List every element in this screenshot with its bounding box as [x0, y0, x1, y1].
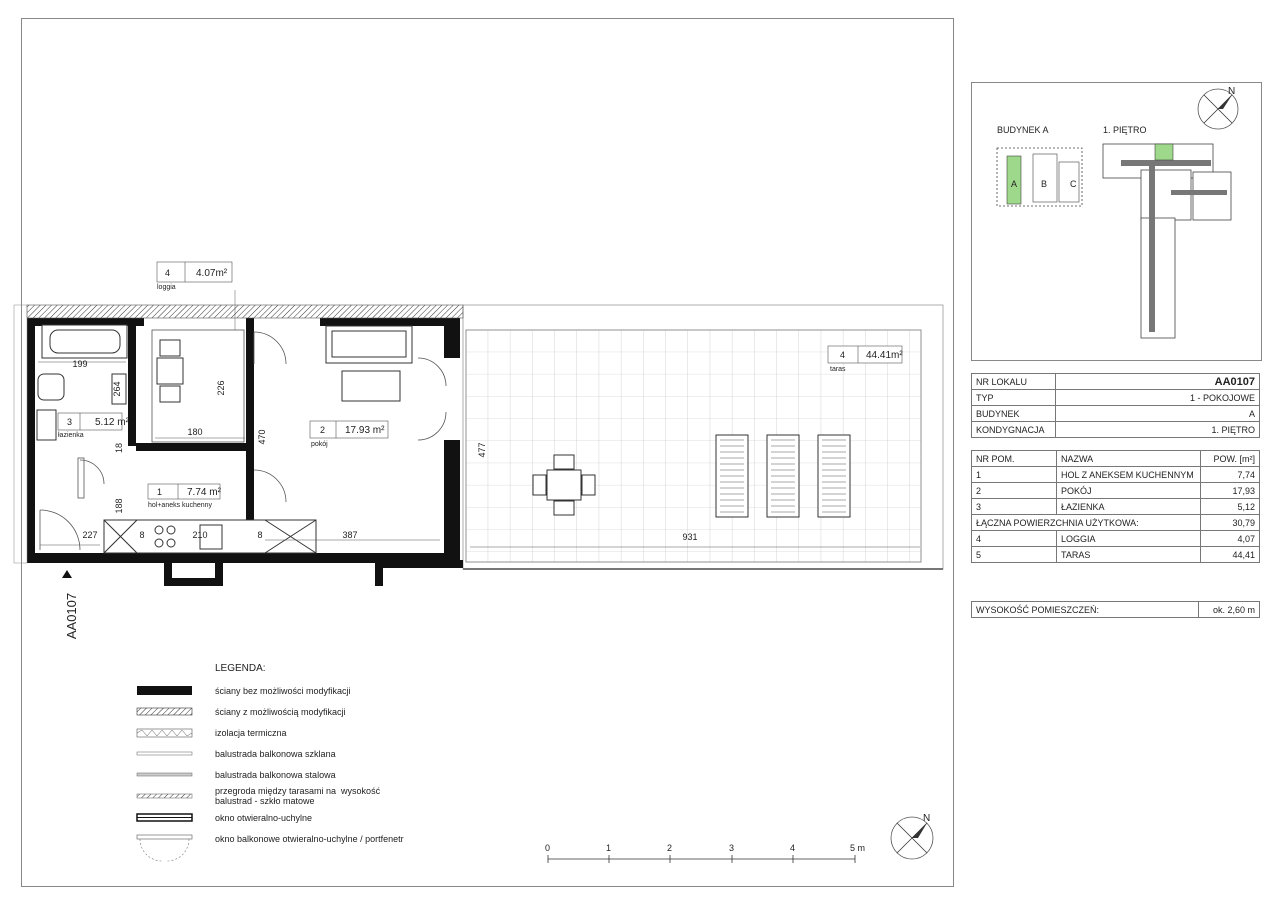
dim-text: 188	[114, 498, 124, 514]
column-header: NAZWA	[1057, 451, 1201, 467]
room-no: 4	[840, 350, 846, 360]
dim-text: 470	[257, 429, 267, 445]
dim-text: 227	[82, 530, 98, 540]
dim-text: 387	[342, 530, 358, 540]
table-row: 1 HOL Z ANEKSEM KUCHENNYM 7,74	[972, 467, 1260, 483]
svg-text:N: N	[923, 813, 931, 824]
legend-symbols	[137, 686, 192, 861]
info-label: KONDYGNACJA	[972, 422, 1056, 438]
table-row	[972, 390, 1260, 406]
room-no: 3	[67, 417, 73, 427]
info-label: TYP	[972, 390, 1056, 406]
scale-tick: 0	[545, 843, 551, 853]
room-area: 17.93 m²	[345, 425, 385, 436]
room-name: łazienka	[58, 432, 84, 439]
compass-icon	[1198, 86, 1238, 129]
room-no: 1	[157, 487, 163, 497]
height-value: ok. 2,60 m	[1199, 602, 1260, 618]
legend-item: ściany bez możliwości modyfikacji	[215, 686, 351, 696]
dim-text: 18	[114, 442, 124, 454]
table-header-row	[972, 451, 1260, 467]
column-header: NR POM.	[972, 451, 1057, 467]
dim-text: 931	[682, 532, 698, 542]
info-value: A	[1056, 406, 1260, 422]
total-label: ŁĄCZNA POWIERZCHNIA UŻYTKOWA:	[972, 515, 1201, 531]
scale-tick: 2	[667, 843, 673, 853]
loggia-table	[157, 340, 183, 402]
svg-text:B: B	[1041, 179, 1048, 189]
legend-item: balustrada balkonowa szklana	[215, 749, 336, 759]
room-no: 4	[165, 268, 171, 278]
key-plan-floor-label: 1. PIĘTRO	[1103, 125, 1147, 135]
dim-text: 8	[257, 530, 263, 540]
key-plan-building-label: BUDYNEK A	[997, 125, 1049, 135]
info-value: 1 - POKOJOWE	[1056, 390, 1260, 406]
scale-tick: 3	[729, 843, 735, 853]
room-name: taras	[830, 366, 846, 373]
legend-item: ściany z możliwością modyfikacji	[215, 707, 346, 717]
scale-bar	[548, 855, 855, 863]
table-row	[972, 602, 1260, 618]
dim-text: 226	[216, 380, 226, 396]
entrance-arrow	[62, 570, 72, 578]
room-name: loggia	[157, 284, 176, 291]
toilet	[38, 374, 64, 400]
room-area: 4.07m²	[196, 268, 228, 279]
height-table	[971, 601, 1260, 618]
info-table	[971, 373, 1260, 438]
height-label: WYSOKOŚĆ POMIESZCZEŃ:	[972, 602, 1199, 618]
dim-text: 477	[477, 442, 487, 458]
column-header: POW. [m²]	[1201, 451, 1260, 467]
washbasin	[37, 410, 56, 440]
svg-text:C: C	[1070, 179, 1077, 189]
table-row: 2 POKÓJ 17,93	[972, 483, 1260, 499]
svg-text:N: N	[1228, 86, 1236, 97]
legend-item: balustrada balkonowa stalowa	[215, 770, 336, 780]
table-row: 5 TARAS 44,41	[972, 547, 1260, 563]
legend-title: LEGENDA:	[215, 663, 266, 674]
table-row	[972, 422, 1260, 438]
info-value: 1. PIĘTRO	[1056, 422, 1260, 438]
room-name: pokój	[311, 441, 328, 448]
room-area: 5.12 m²	[95, 417, 129, 428]
svg-text:A: A	[1011, 179, 1018, 189]
room-no: 2	[320, 425, 326, 435]
dim-text: 264	[112, 381, 122, 397]
legend-item: izolacja termiczna	[215, 728, 287, 738]
coffee-table	[342, 371, 400, 401]
unit-code-vertical: AA0107	[64, 592, 79, 640]
scale-tick: 5 m	[850, 843, 866, 853]
table-row: 4 LOGGIA 4,07	[972, 531, 1260, 547]
unit-highlight	[1155, 144, 1173, 160]
key-plan	[971, 82, 1261, 360]
compass-icon	[891, 813, 933, 859]
info-label: BUDYNEK	[972, 406, 1056, 422]
total-value: 30,79	[1201, 515, 1260, 531]
scale-tick: 1	[606, 843, 612, 853]
room-area: 7.74 m²	[187, 487, 221, 498]
dim-text: 8	[139, 530, 145, 540]
room-area: 44.41m²	[866, 350, 903, 361]
dim-text: 199	[72, 359, 88, 369]
terrace-floor	[466, 330, 921, 562]
dim-text: 210	[192, 530, 208, 540]
info-label: NR LOKALU	[972, 374, 1056, 390]
table-row: 3 ŁAZIENKA 5,12	[972, 499, 1260, 515]
info-value: AA0107	[1056, 374, 1260, 390]
room-name: hol+aneks kuchenny	[148, 502, 213, 509]
table-row	[972, 374, 1260, 390]
legend-item: przegroda między tarasami na wysokość balustrad - szkło matowe	[215, 786, 381, 806]
table-total-row	[972, 515, 1260, 531]
table-row	[972, 406, 1260, 422]
legend-item: okno balkonowe otwieralno-uchylne / portfenetr	[215, 834, 404, 844]
dim-text: 180	[187, 427, 203, 437]
legend-item: okno otwieralno-uchylne	[215, 813, 313, 823]
scale-tick: 4	[790, 843, 796, 853]
rooms-table	[971, 450, 1260, 563]
